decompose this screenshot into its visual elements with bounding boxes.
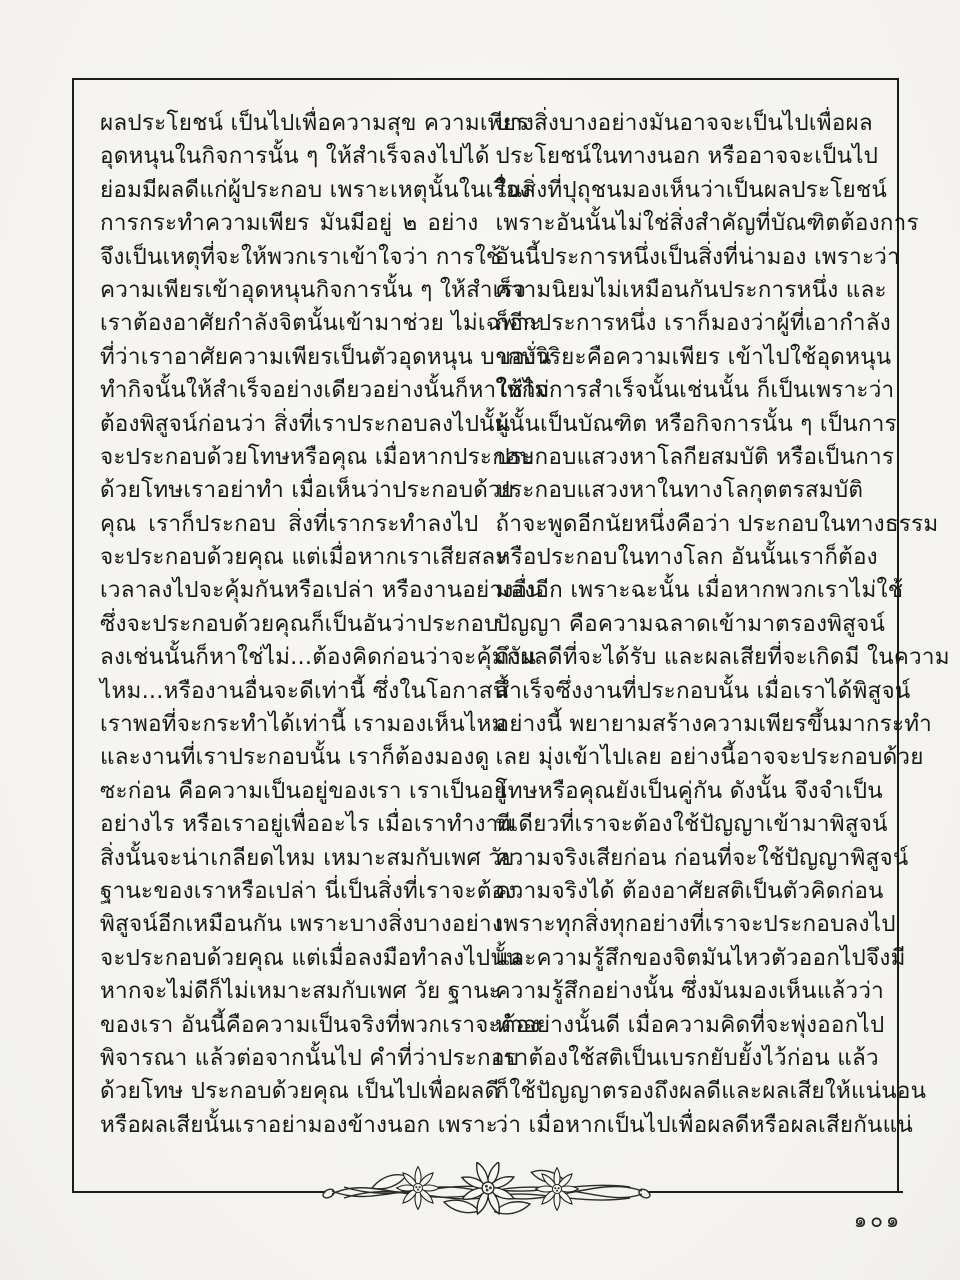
text-line: ซะก่อน คือความเป็นอยู่ของเรา เราเป็นอยู่	[100, 777, 508, 804]
text-column-right	[495, 107, 950, 1142]
text-line: ย่อมมีผลดีแก่ผู้ประกอบ เพราะเหตุนั้นในเรื่อง	[100, 176, 531, 203]
text-line: หรือผลเสียนั้นเราอย่ามองข้างนอก เพราะ	[100, 1111, 499, 1138]
text-line: ถ้าจะพูดอีกนัยหนึ่งคือว่า ประกอบในทางธรรม	[495, 510, 939, 537]
text-line: ทีเดียวที่เราจะต้องใช้ปัญญาเข้ามาพิสูจน์	[495, 811, 888, 838]
text-line: จะประกอบด้วยโทษหรือคุณ เมื่อหากประกอบ	[100, 443, 535, 470]
floral-divider-icon	[72, 1162, 903, 1222]
text-line: ที่ว่าเราอาศัยความเพียรเป็นตัวอุดหนุน บากบั่น	[100, 343, 552, 370]
text-line: สำเร็จซึ่งงานที่ประกอบนั้น เมื่อเราได้พิสูจน์	[495, 677, 911, 704]
text-line: เพราะทุกสิ่งทุกอย่างที่เราจะประกอบลงไป	[495, 911, 896, 938]
text-line: ก็ใช้ปัญญาตรองถึงผลดีและผลเสียให้แน่นอน	[495, 1078, 927, 1105]
text-columns	[74, 80, 950, 1142]
text-line: เลย มุ่งเข้าไปเลย อย่างนี้อาจจะประกอบด้วย	[495, 744, 924, 771]
text-line: ก็อีกประการหนึ่ง เราก็มองว่าผู้ที่เอากำลัง	[495, 310, 891, 337]
text-line: จึงเป็นเหตุที่จะให้พวกเราเข้าใจว่า การใช้	[100, 243, 502, 270]
text-line: ในสิ่งที่ปุถุชนมองเห็นว่าเป็นผลประโยชน์	[495, 176, 887, 203]
text-line: เราพอที่จะกระทำได้เท่านี้ เรามองเห็นไหม	[100, 711, 507, 738]
text-line: โทษหรือคุณยังเป็นคู่กัน ดังนั้น จึงจำเป็น	[495, 777, 883, 804]
text-line: ลงเช่นนั้นก็หาใช่ไม่...ต้องคิดก่อนว่าจะคุ้มกัน	[100, 644, 537, 671]
text-line: มองอีก เพราะฉะนั้น เมื่อหากพวกเราไม่ใช้	[495, 577, 904, 604]
text-line: พิจารณา แล้วต่อจากนั้นไป คำที่ว่าประกอบ	[100, 1044, 520, 1071]
text-line: อุดหนุนในกิจการนั้น ๆ ให้สำเร็จลงไปได้	[100, 143, 490, 170]
text-line: คุณ เราก็ประกอบ สิ่งที่เรากระทำลงไป	[100, 510, 479, 537]
text-line: การกระทำความเพียร มันมีอยู่ ๒ อย่าง	[100, 210, 479, 237]
text-line: จะประกอบด้วยคุณ แต่เมื่อลงมือทำลงไปนั้น	[100, 944, 522, 971]
text-line: ผลประโยชน์ เป็นไปเพื่อความสุข ความเพียร	[100, 110, 529, 136]
text-line: ประกอบแสวงหาโลกียสมบัติ หรือเป็นการ	[495, 443, 895, 470]
text-line: อันนี้ประการหนึ่งเป็นสิ่งที่น่ามอง เพราะว่า	[495, 243, 900, 270]
text-line: ถึงผลดีที่จะได้รับ และผลเสียที่จะเกิดมี ในความ	[495, 644, 950, 671]
text-line: ด้วยโทษเราอย่าทำ เมื่อเห็นว่าประกอบด้วย	[100, 477, 515, 504]
text-line: พิสูจน์อีกเหมือนกัน เพราะบางสิ่งบางอย่าง	[100, 911, 504, 938]
text-line: ต้องพิสูจน์ก่อนว่า สิ่งที่เราประกอบลงไปนั้น	[100, 410, 511, 437]
text-line: เราต้องอาศัยกำลังจิตนั้นเข้ามาช่วย ไม่เฉพาะ	[100, 310, 542, 337]
text-line: ทำอย่างนั้นดี เมื่อความคิดที่จะพุ่งออกไป	[495, 1011, 885, 1038]
text-line: ของวิริยะคือความเพียร เข้าไปใช้อุดหนุน	[495, 343, 892, 370]
page-number: ๑๐๑	[853, 1208, 903, 1232]
text-line: ของเรา อันนี้คือความเป็นจริงที่พวกเราจะต้อง	[100, 1011, 541, 1038]
text-line: และงานที่เราประกอบนั้น เราก็ต้องมองดู	[100, 744, 490, 771]
text-line: ปัญญา คือความฉลาดเข้ามาตรองพิสูจน์	[495, 610, 886, 637]
text-line: และความรู้สึกของจิตมันไหวตัวออกไปจึงมี	[495, 944, 906, 971]
text-line: ว่า เมื่อหากเป็นไปเพื่อผลดีหรือผลเสียกันแน่	[495, 1111, 913, 1138]
text-line: ผู้นั้นเป็นบัณฑิต หรือกิจการนั้น ๆ เป็นการ	[495, 410, 897, 437]
text-line: อย่างนี้ พยายามสร้างความเพียรขึ้นมากระทำ	[495, 711, 932, 738]
text-line: บางสิ่งบางอย่างมันอาจจะเป็นไปเพื่อผล	[495, 110, 873, 136]
text-line: ให้กิจการสำเร็จนั้นเช่นนั้น ก็เป็นเพราะว่า	[495, 377, 895, 404]
text-line: ด้วยโทษ ประกอบด้วยคุณ เป็นไปเพื่อผลดี	[100, 1078, 500, 1105]
text-line: อย่างไร หรือเราอยู่เพื่ออะไร เมื่อเราทำงาน	[100, 811, 515, 838]
text-line: ไหม...หรืองานอื่นจะดีเท่านี้ ซึ่งในโอกาสนี้	[100, 677, 509, 704]
text-line: ประกอบแสวงหาในทางโลกุตตรสมบัติ	[495, 477, 864, 504]
floral-divider	[72, 1162, 903, 1222]
text-line: ความนิยมไม่เหมือนกันประการหนึ่ง และ	[495, 276, 887, 303]
text-line: ซึ่งจะประกอบด้วยคุณก็เป็นอันว่าประกอบ	[100, 610, 499, 637]
text-column-left	[100, 107, 552, 1142]
text-line: ประโยชน์ในทางนอก หรืออาจจะเป็นไป	[495, 143, 879, 170]
text-line: เพราะอันนั้นไม่ใช่สิ่งสำคัญที่บัณฑิตต้องการ	[495, 210, 919, 237]
text-line: ฐานะของเราหรือเปล่า นี่เป็นสิ่งที่เราจะต้อง	[100, 877, 517, 904]
text-line: เราต้องใช้สติเป็นเบรกยับยั้งไว้ก่อน แล้ว	[495, 1044, 879, 1071]
text-line: ความจริงเสียก่อน ก่อนที่จะใช้ปัญญาพิสูจน์	[495, 844, 909, 871]
text-line: ความจริงได้ ต้องอาศัยสติเป็นตัวคิดก่อน	[495, 877, 884, 904]
text-line: สิ่งนั้นจะน่าเกลียดไหม เหมาะสมกับเพศ วัย	[100, 844, 515, 871]
text-line: ทำกิจนั้นให้สำเร็จอย่างเดียวอย่างนั้นก็หาใช่ไม่	[100, 377, 550, 404]
text-line: จะประกอบด้วยคุณ แต่เมื่อหากเราเสียสละ	[100, 544, 508, 571]
text-line: หากจะไม่ดีก็ไม่เหมาะสมกับเพศ วัย ฐานะ	[100, 978, 502, 1005]
page-border-frame	[72, 78, 950, 1192]
text-line: ความรู้สึกอย่างนั้น ซึ่งมันมองเห็นแล้วว่า	[495, 978, 885, 1005]
text-line: หรือประกอบในทางโลก อันนั้นเราก็ต้อง	[495, 544, 878, 571]
text-line: ความเพียรเข้าอุดหนุนกิจการนั้น ๆ ให้สำเร็จ	[100, 276, 527, 303]
text-line: เวลาลงไปจะคุ้มกันหรือเปล่า หรืองานอย่างอื่น	[100, 577, 543, 604]
